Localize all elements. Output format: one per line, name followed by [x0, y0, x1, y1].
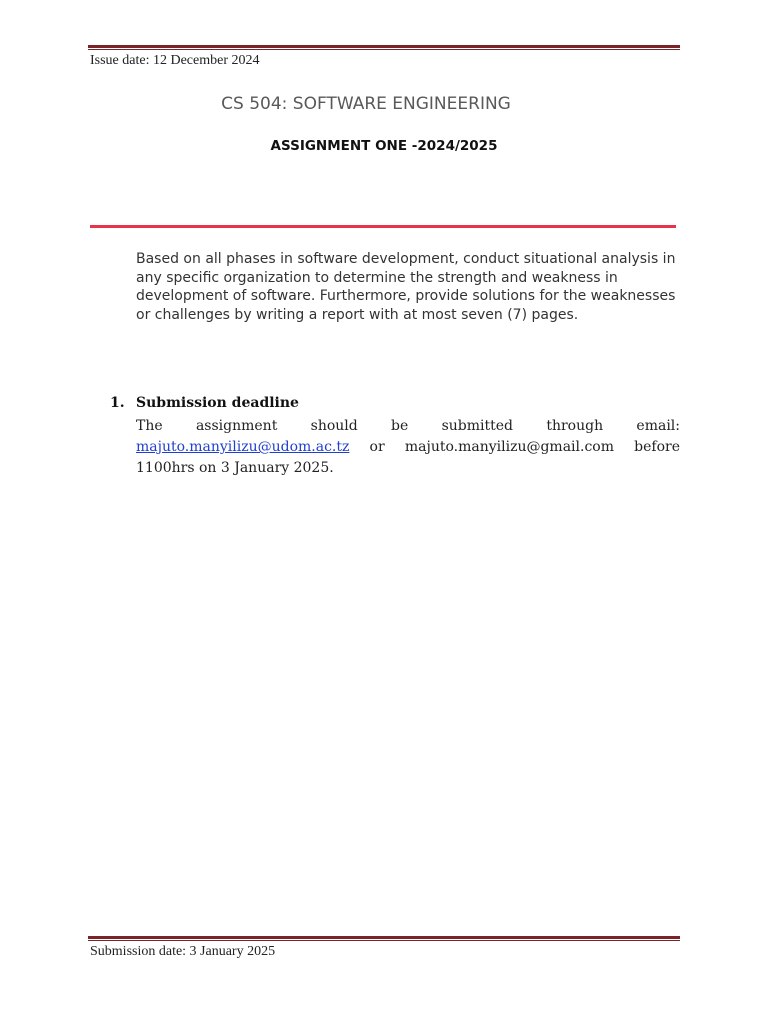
instructions-text-before: The assignment should be submitted through email: — [136, 418, 680, 434]
issue-date: Issue date: 12 December 2024 — [90, 53, 260, 68]
instructions-text-after: or majuto.manyilizu@gmail.com before 1100hrs on 3 January 2025. — [136, 439, 680, 476]
course-title: CS 504: SOFTWARE ENGINEERING — [221, 94, 511, 114]
submission-instructions — [136, 416, 680, 479]
assignment-description: Based on all phases in software development, conduct situational analysis in any specific organization to determine the strength and weakness in development of software. Furthermore, provide solutions for the weaknesses or challenges by writing a report with at most seven (7) pages. — [136, 251, 676, 323]
header-rule-thin — [88, 49, 680, 50]
submission-date: Submission date: 3 January 2025 — [90, 944, 276, 959]
title-divider — [90, 225, 676, 228]
email-link[interactable]: majuto.manyilizu@udom.ac.tz — [136, 439, 350, 455]
footer-rule — [88, 936, 680, 942]
footer-rule-thin — [88, 940, 680, 941]
footer-rule-thick — [88, 936, 680, 939]
submission-section — [110, 395, 680, 479]
section-heading-text: Submission deadline — [136, 395, 299, 411]
assignment-title: ASSIGNMENT ONE -2024/2025 — [270, 138, 498, 154]
header-rule — [88, 45, 680, 51]
header-rule-thick — [88, 45, 680, 48]
section-number: 1. — [110, 395, 125, 411]
submission-heading — [110, 395, 680, 415]
